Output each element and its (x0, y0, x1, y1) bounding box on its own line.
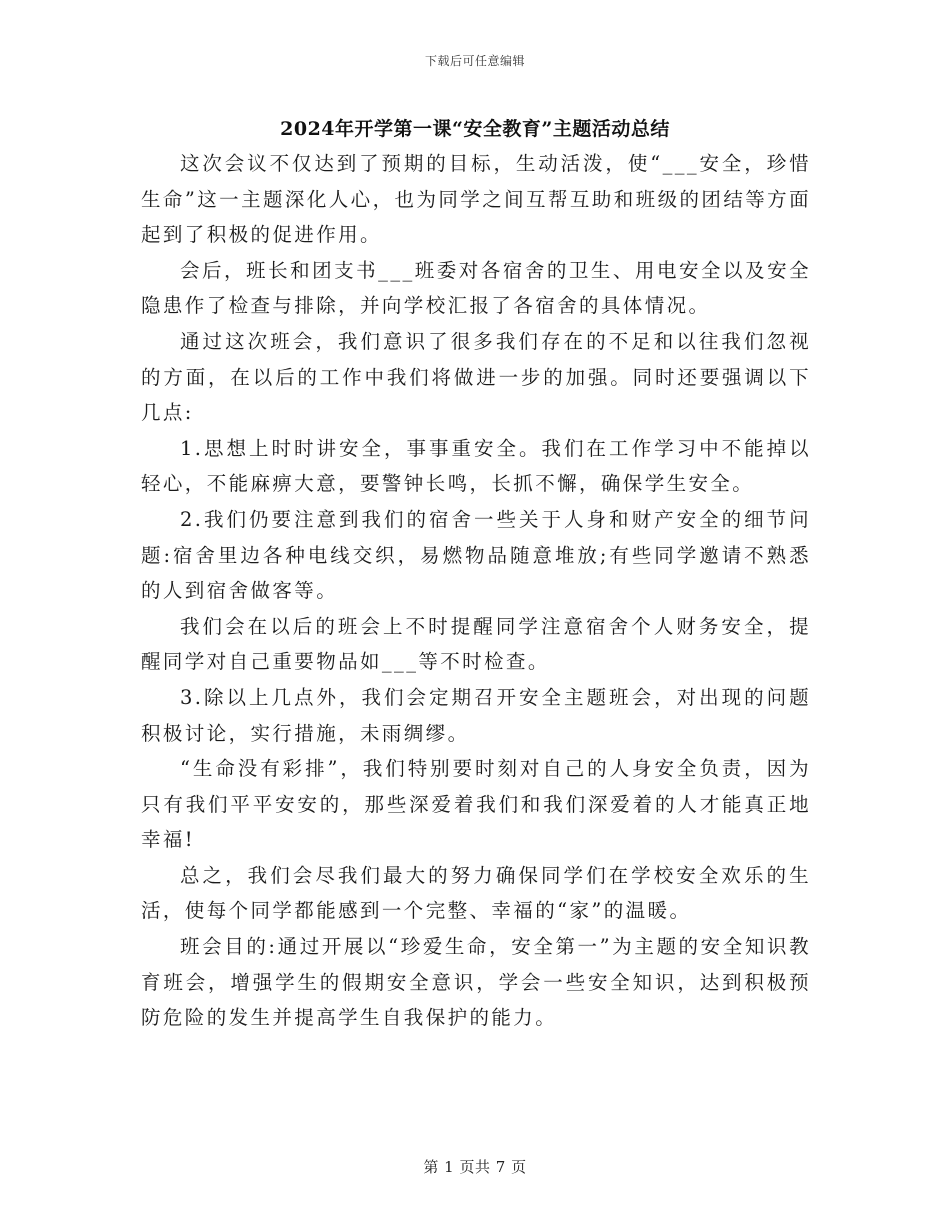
document-body (141, 146, 811, 1036)
paragraph-7: 3.除以上几点外，我们会定期召开安全主题班会，对出现的问题积极讨论，实行措施，未雨绸缪。 (141, 685, 811, 745)
paragraph-8: “生命没有彩排”，我们特别要时刻对自己的人身安全负责，因为只有我们平平安安的，那些深爱着我们和我们深爱着的人才能真正地幸福! (141, 757, 811, 852)
paragraph-1: 这次会议不仅达到了预期的目标，生动活泼，使“___安全，珍惜生命”这一主题深化人心，也为同学之间互帮互助和班级的团结等方面起到了积极的促进作用。 (141, 152, 811, 247)
paragraph-4: 1.思想上时时讲安全，事事重安全。我们在工作学习中不能掉以轻心，不能麻痹大意，要警钟长鸣，长抓不懈，确保学生安全。 (141, 436, 811, 496)
paragraph-10: 班会目的:通过开展以“珍爱生命，安全第一”为主题的安全知识教育班会，增强学生的假期安全意识，学会一些安全知识，达到积极预防危险的发生并提高学生自我保护的能力。 (141, 935, 811, 1030)
paragraph-2: 会后，班长和团支书___班委对各宿舍的卫生、用电安全以及安全隐患作了检查与排除，并向学校汇报了各宿舍的具体情况。 (141, 258, 811, 318)
paragraph-6: 我们会在以后的班会上不时提醒同学注意宿舍个人财务安全，提醒同学对自己重要物品如___等不时检查。 (141, 614, 811, 674)
page-header-note: 下载后可任意编辑 (424, 54, 525, 68)
page-number: 第 1 页共 7 页 (423, 1158, 527, 1176)
paragraph-5: 2.我们仍要注意到我们的宿舍一些关于人身和财产安全的细节问题:宿舍里边各种电线交织，易燃物品随意堆放;有些同学邀请不熟悉的人到宿舍做客等。 (141, 507, 811, 603)
document-title: 2024年开学第一课“安全教育”主题活动总结 (280, 118, 670, 140)
paragraph-9: 总之，我们会尽我们最大的努力确保同学们在学校安全欢乐的生活，使每个同学都能感到一个完整、幸福的“家”的温暖。 (141, 863, 811, 923)
paragraph-3: 通过这次班会，我们意识了很多我们存在的不足和以往我们忽视的方面，在以后的工作中我们将做进一步的加强。同时还要强调以下几点: (141, 329, 811, 425)
